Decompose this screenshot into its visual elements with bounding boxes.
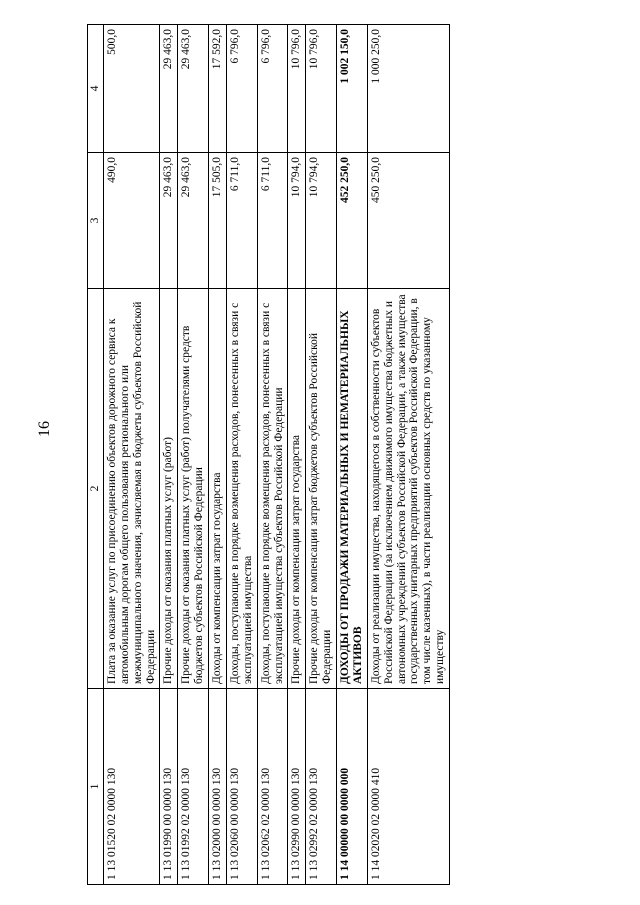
table-row [160,25,178,885]
value-col4-cell: 1 000 250,0 [367,25,449,153]
table-row-section-total [337,25,368,885]
value-col4-cell: 17 592,0 [209,25,227,153]
revenue-name-cell: Доходы, поступающие в порядке возмещения расходов, понесенных в связи с эксплуатацией имущества субъектов Российской Федерации [257,289,288,689]
value-col3-cell: 450 250,0 [367,153,449,289]
table-row [226,25,257,885]
table-header-row [88,25,104,885]
table-row [367,25,449,885]
value-col3-cell: 6 711,0 [257,153,288,289]
value-col3-cell: 29 463,0 [160,153,178,289]
budget-code-cell: 1 13 02992 02 0000 130 [306,689,337,885]
value-col4-cell: 6 796,0 [226,25,257,153]
header-col-4: 4 [88,25,104,153]
revenue-table [87,24,450,885]
value-col4-cell: 10 796,0 [306,25,337,153]
revenue-name-cell: Доходы от компенсации затрат государства [209,289,227,689]
value-col3-cell: 452 250,0 [337,153,368,289]
table-row [178,25,209,885]
page-number: 16 [36,421,53,437]
budget-code-cell: 1 14 00000 00 0000 000 [337,689,368,885]
value-col4-cell: 10 796,0 [288,25,306,153]
budget-code-cell: 1 13 02060 00 0000 130 [226,689,257,885]
rotated-table-container [87,25,447,885]
header-col-3: 3 [88,153,104,289]
revenue-name-cell: Прочие доходы от компенсации затрат бюджетов субъектов Российской Федерации [306,289,337,689]
revenue-name-cell: ДОХОДЫ ОТ ПРОДАЖИ МАТЕРИАЛЬНЫХ И НЕМАТЕРИАЛЬНЫХ АКТИВОВ [337,289,368,689]
budget-code-cell: 1 13 02990 00 0000 130 [288,689,306,885]
value-col3-cell: 10 794,0 [306,153,337,289]
revenue-name-cell: Плата за оказание услуг по присоединению объектов дорожного сервиса к автомобильным дорогам общего пользования регионального или межмуниципального значения, зачисляемая в бюджеты субъектов Российской Федерации [103,289,160,689]
value-col3-cell: 29 463,0 [178,153,209,289]
budget-code-cell: 1 13 02000 00 0000 130 [209,689,227,885]
table-row [306,25,337,885]
table-row [257,25,288,885]
value-col4-cell: 1 002 150,0 [337,25,368,153]
revenue-name-cell: Доходы, поступающие в порядке возмещения расходов, понесенных в связи с эксплуатацией имущества [226,289,257,689]
budget-code-cell: 1 13 02062 02 0000 130 [257,689,288,885]
revenue-name-cell: Прочие доходы от оказания платных услуг (работ) получателями средств бюджетов субъектов Российской Федерации [178,289,209,689]
budget-code-cell: 1 13 01990 00 0000 130 [160,689,178,885]
value-col4-cell: 500,0 [103,25,160,153]
budget-code-cell: 1 14 02020 02 0000 410 [367,689,449,885]
value-col3-cell: 17 505,0 [209,153,227,289]
table-row [103,25,160,885]
value-col3-cell: 6 711,0 [226,153,257,289]
value-col4-cell: 29 463,0 [178,25,209,153]
header-col-2: 2 [88,289,104,689]
revenue-name-cell: Доходы от реализации имущества, находящегося в собственности субъектов Российской Федерации (за исключением движимого имущества бюджетных и автономных учреждений субъектов Российской Федерации, а также имущества государственных унитарных предприятий субъектов Российской Федерации, в том числе казенных), в части реализации основных средств по указанному имуществу [367,289,449,689]
value-col3-cell: 10 794,0 [288,153,306,289]
value-col4-cell: 6 796,0 [257,25,288,153]
budget-code-cell: 1 13 01992 02 0000 130 [178,689,209,885]
table-row [209,25,227,885]
table-row [288,25,306,885]
revenue-name-cell: Прочие доходы от оказания платных услуг (работ) [160,289,178,689]
value-col3-cell: 490,0 [103,153,160,289]
value-col4-cell: 29 463,0 [160,25,178,153]
revenue-name-cell: Прочие доходы от компенсации затрат государства [288,289,306,689]
header-col-1: 1 [88,689,104,885]
budget-code-cell: 1 13 01520 02 0000 130 [103,689,160,885]
